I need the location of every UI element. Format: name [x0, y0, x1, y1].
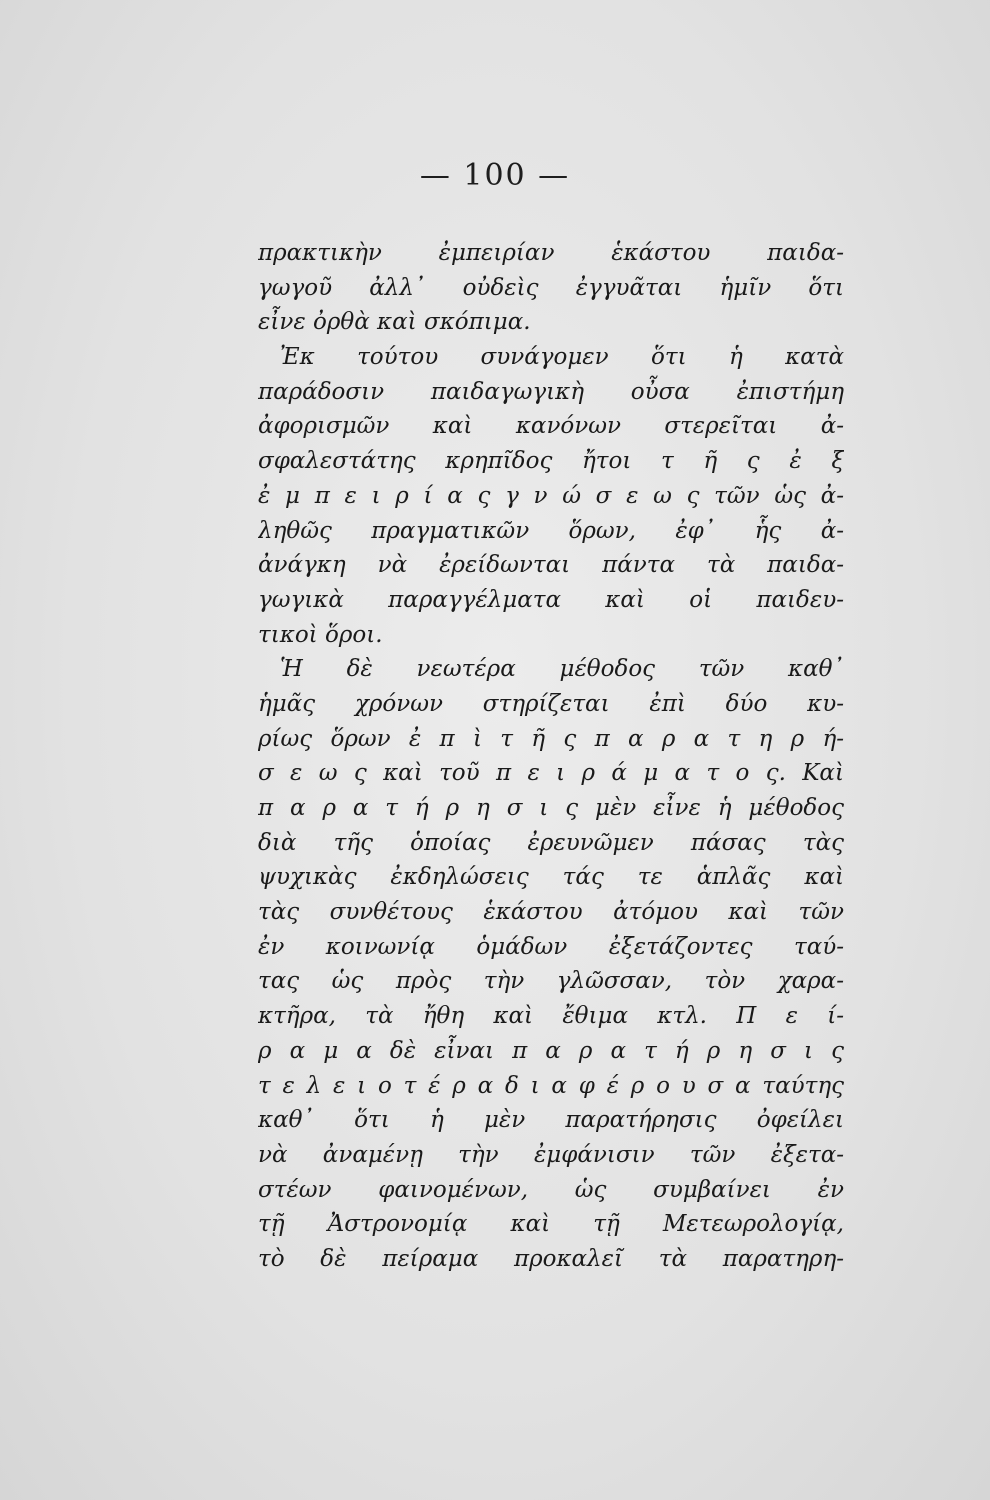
body-text: [258, 236, 844, 1277]
text-line: στέων φαινομένων, ὡς συμβαίνει ἐν: [258, 1176, 844, 1203]
text-line: ληθῶς πραγματικῶν ὅρων, ἐφ᾽ ἧς ἀ-: [258, 517, 844, 544]
text-line: κτῆρα, τὰ ἤθη καὶ ἔθιμα κτλ. Π ε ί-: [258, 1003, 844, 1030]
text-line: σφαλεστάτης κρηπῖδος ἤτοι τ ῆ ς ἐ ξ: [258, 448, 844, 475]
text-line: νὰ ἀναμένῃ τὴν ἐμφάνισιν τῶν ἐξετα-: [258, 1141, 844, 1168]
text-line: τας ὡς πρὸς τὴν γλῶσσαν, τὸν χαρα-: [258, 968, 844, 995]
text-line: ἐν κοινωνίᾳ ὁμάδων ἐξετάζοντες ταύ-: [258, 933, 844, 960]
text-line: ρ α μ α δὲ εἶναι π α ρ α τ ή ρ η σ ι ς: [258, 1037, 844, 1064]
text-line: διὰ τῆς ὁποίας ἐρευνῶμεν πάσας τὰς: [258, 829, 844, 856]
text-line: γωγικὰ παραγγέλματα καὶ οἱ παιδευ-: [258, 586, 844, 613]
text-line: γωγοῦ ἀλλ᾽ οὐδεὶς ἐγγυᾶται ἡμῖν ὅτι: [258, 274, 844, 301]
text-line: ἀνάγκη νὰ ἐρείδωνται πάντα τὰ παιδα-: [258, 552, 844, 579]
text-line: τικοὶ ὅροι.: [258, 621, 383, 648]
text-line: ρίως ὅρων ἐ π ὶ τ ῆ ς π α ρ α τ η ρ ή-: [258, 725, 844, 752]
text-line: τὸ δὲ πείραμα προκαλεῖ τὰ παρατηρη-: [258, 1245, 844, 1272]
text-line: ψυχικὰς ἐκδηλώσεις τάς τε ἁπλᾶς καὶ: [258, 864, 844, 891]
text-line: Ἐκ τούτου συνάγομεν ὅτι ἡ κατὰ: [280, 344, 844, 371]
text-line: π α ρ α τ ή ρ η σ ι ς μὲν εἶνε ἡ μέθοδος: [258, 795, 844, 821]
text-line: εἶνε ὀρθὰ καὶ σκόπιμα.: [258, 309, 531, 336]
text-line: τ ε λ ε ι ο τ έ ρ α δ ι α φ έ ρ ο υ σ α ταύτης: [258, 1072, 844, 1099]
text-line: ἐ μ π ε ι ρ ί α ς γ ν ώ σ ε ω ς τῶν ὡς ἀ-: [258, 482, 844, 509]
text-line: ἡμᾶς χρόνων στηρίζεται ἐπὶ δύο κυ-: [258, 690, 844, 717]
text-line: ἀφορισμῶν καὶ κανόνων στερεῖται ἀ-: [258, 413, 844, 440]
text-line: τὰς συνθέτους ἑκάστου ἀτόμου καὶ τῶν: [258, 899, 844, 926]
text-line: Ἡ δὲ νεωτέρα μέθοδος τῶν καθ᾽: [280, 656, 844, 683]
text-line: σ ε ω ς καὶ τοῦ π ε ι ρ ά μ α τ ο ς. Καὶ: [258, 760, 844, 787]
text-line: τῇ Ἀστρονομίᾳ καὶ τῇ Μετεωρολογίᾳ,: [258, 1211, 844, 1238]
text-line: καθ᾽ ὅτι ἡ μὲν παρατήρησις ὀφείλει: [258, 1107, 844, 1134]
page-number: — 100 —: [419, 158, 571, 193]
text-line: πρακτικὴν ἐμπειρίαν ἑκάστου παιδα-: [258, 240, 844, 266]
text-line: παράδοσιν παιδαγωγικὴ οὖσα ἐπιστήμη: [258, 378, 844, 405]
